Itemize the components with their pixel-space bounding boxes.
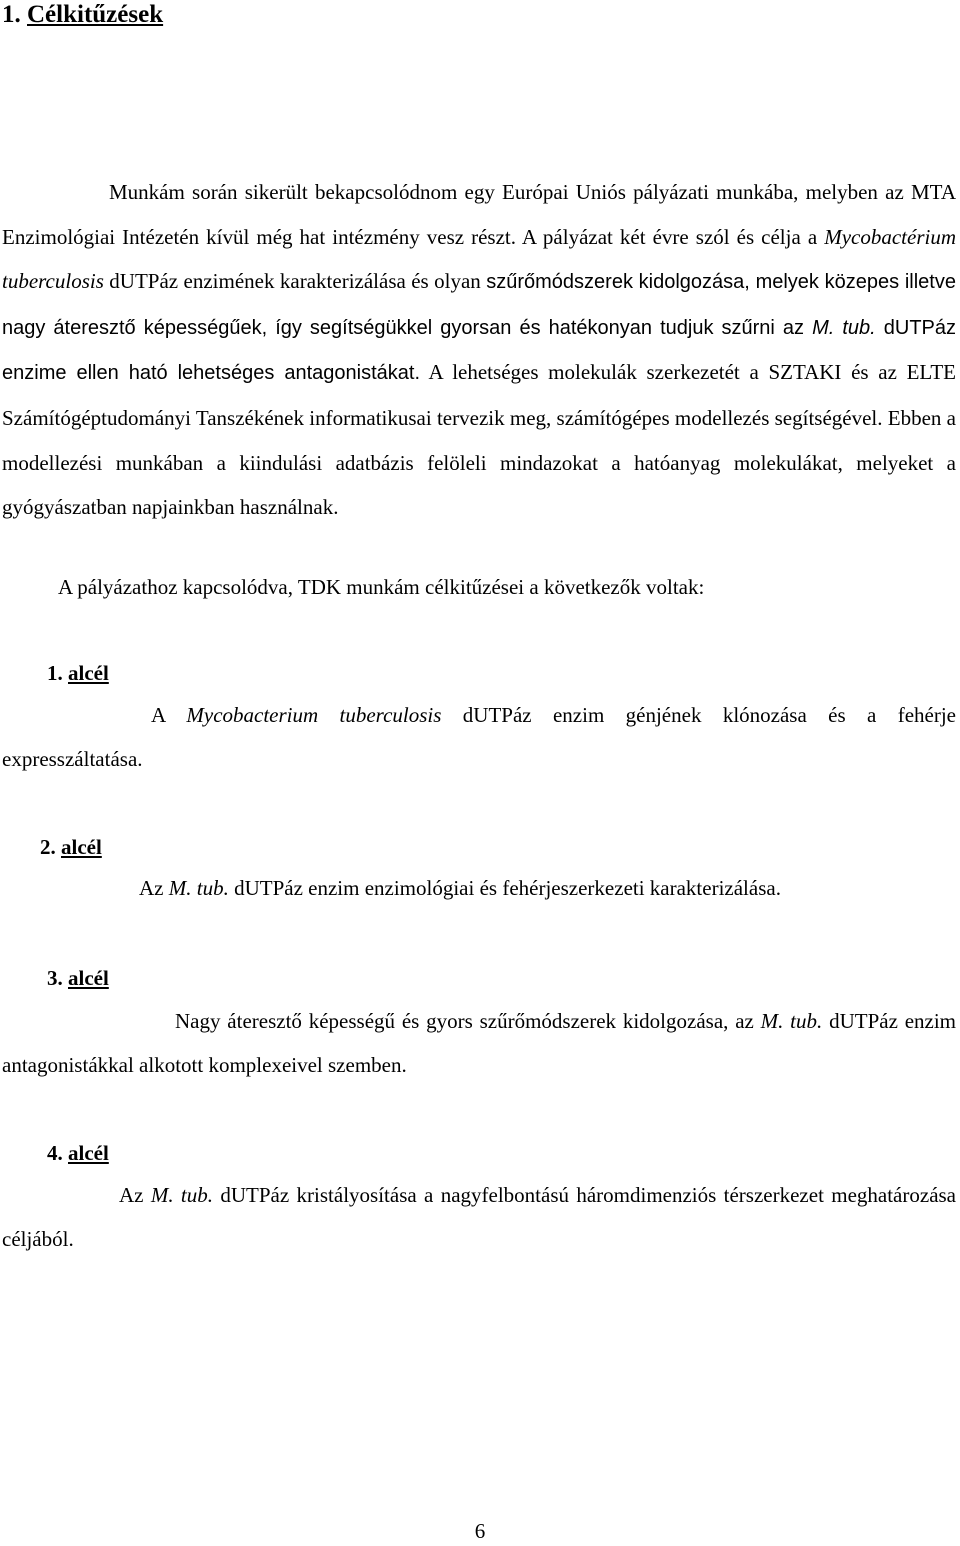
goal-text-pre: A (151, 703, 187, 727)
goal-text-italic: M. tub. (150, 1183, 214, 1207)
goal-text-2 (2, 866, 956, 910)
goal-text-1 (2, 693, 956, 781)
goals-lead-sentence: A pályázathoz kapcsolódva, TDK munkám célkitűzései a következők voltak: (58, 575, 705, 599)
intro-organism-name: Mycobactérium tuberculosis (2, 224, 956, 294)
goal-text-pre: Az (139, 876, 169, 900)
goal-number: 1. (47, 661, 63, 685)
goal-title-2 (40, 832, 102, 862)
goal-text-4 (2, 1173, 956, 1261)
goal-text-post: dUTPáz kristályosítása a nagyfelbontású háromdimenziós térszerkezet meghatározása céljából. (2, 1183, 957, 1251)
intro-abbrev: M. tub. (812, 316, 876, 339)
goal-label: alcél (68, 661, 109, 685)
goal-text-post: dUTPáz enzim antagonistákkal alkotott komplexeivel szemben. (2, 1009, 957, 1077)
intro-text-3: szűrőmódszerek kidolgozása, melyek közepes illetve nagy áteresztő képességűek, így segítségükkel gyorsan és hatékonyan tudjuk szűrni az (2, 271, 956, 339)
goal-text-italic: M. tub. (760, 1009, 823, 1033)
section-heading (2, 0, 163, 30)
goal-number: 2. (40, 835, 56, 859)
section-title: Célkitűzések (27, 1, 164, 28)
intro-paragraph (2, 170, 956, 530)
goal-label: alcél (68, 966, 109, 990)
section-number: 1. (2, 1, 21, 28)
goal-label: alcél (61, 835, 102, 859)
intro-text-5: A lehetséges molekulák szerkezetét a SZTAKI és az ELTE Számítógéptudományi Tanszékének informatikusai tervezik meg, számítógépes modellezés segítségével. Ebben a modellezési munkában a kiindulási adatbázis felöleli mindazokat a hatóanyag molekulákat, melyeket a gyógyászatban napjainkban használnak. (2, 360, 956, 520)
page-number: 6 (474, 1519, 486, 1543)
intro-text-2: dUTPáz enzimének karakterizálása és olyan (103, 269, 487, 294)
goal-text-pre: Nagy áteresztő képességű és gyors szűrőmódszerek kidolgozása, az (175, 1009, 761, 1033)
goal-text-italic: Mycobacterium tuberculosis (186, 703, 442, 727)
goal-number: 3. (47, 966, 63, 990)
goal-text-post: dUTPáz enzim enzimológiai és fehérjeszerkezeti karakterizálása. (228, 876, 781, 900)
goal-text-pre: Az (119, 1183, 151, 1207)
goal-text-3 (2, 999, 956, 1087)
intro-text-1: Munkám során sikerült bekapcsolódnom egy Európai Uniós pályázati munkába, melyben az MTA Enzimológiai Intézetén kívül még hat intézmény vesz részt. A pályázat két évre szól és célja a (2, 180, 956, 249)
goal-text-italic: M. tub. (168, 876, 229, 900)
goal-title-1 (47, 658, 109, 688)
goal-text-post: dUTPáz enzim génjének klónozása és a fehérje expresszáltatása. (2, 703, 956, 771)
goal-title-3 (47, 963, 109, 993)
goal-label: alcél (68, 1141, 109, 1165)
goal-number: 4. (47, 1141, 63, 1165)
goal-title-4 (47, 1138, 109, 1168)
intro-text-4: dUTPáz enzime ellen ható lehetséges antagonistákat. (2, 316, 956, 385)
